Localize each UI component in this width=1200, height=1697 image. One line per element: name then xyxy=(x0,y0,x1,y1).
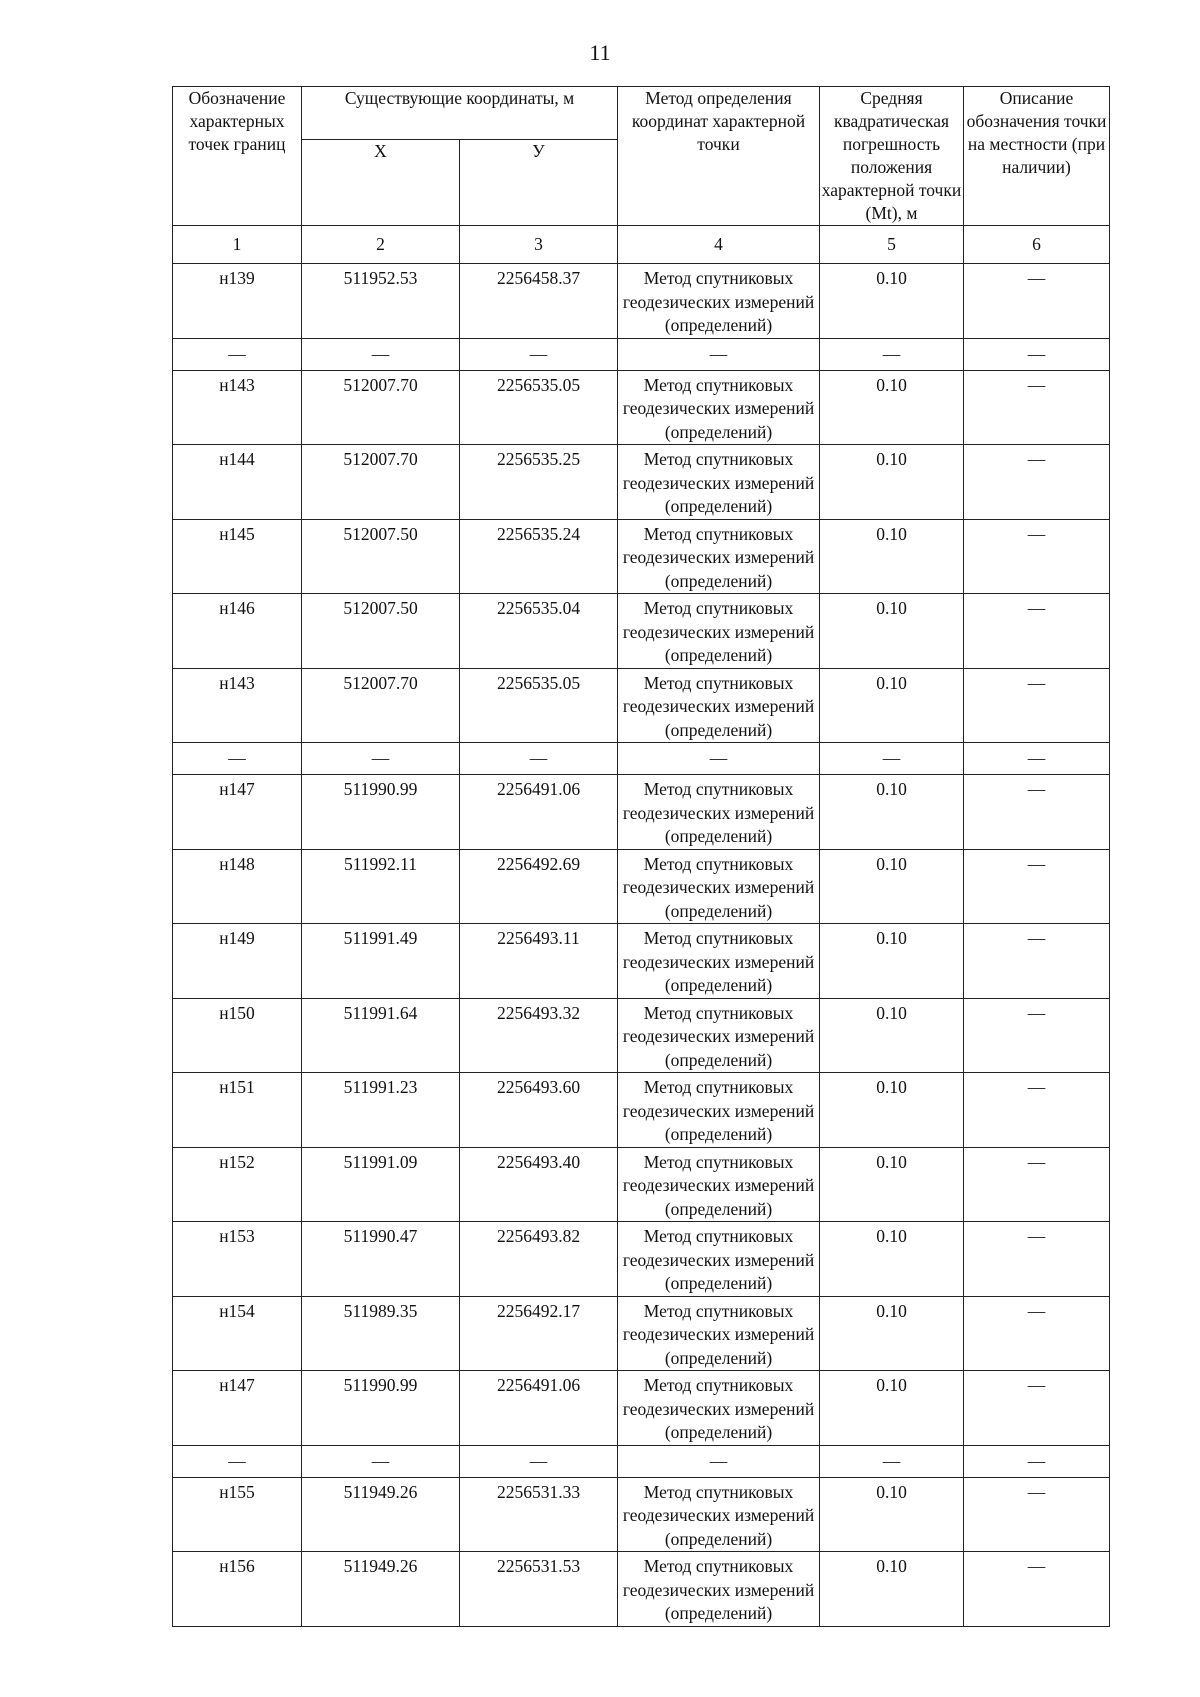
mean-error-cell: 0.10 xyxy=(820,849,964,924)
description-cell: — xyxy=(964,264,1110,339)
table-body xyxy=(173,264,1110,1627)
x-coordinate-cell: 511990.99 xyxy=(302,1371,460,1446)
y-coordinate-cell: 2256458.37 xyxy=(460,264,618,339)
description-cell: — xyxy=(964,1477,1110,1552)
separator-dash-cell: — xyxy=(460,338,618,370)
y-coordinate-cell: 2256493.40 xyxy=(460,1147,618,1222)
description-cell: — xyxy=(964,594,1110,669)
table-header xyxy=(173,87,1110,264)
point-designation-cell: н156 xyxy=(173,1552,302,1627)
x-coordinate-cell: 511990.99 xyxy=(302,775,460,850)
method-cell: Метод спутниковых геодезических измерений (определений) xyxy=(618,1477,820,1552)
mean-error-cell: 0.10 xyxy=(820,264,964,339)
x-coordinate-cell: 511991.09 xyxy=(302,1147,460,1222)
table-row xyxy=(173,1073,1110,1148)
column-number: 1 xyxy=(173,226,302,264)
description-cell: — xyxy=(964,849,1110,924)
y-coordinate-cell: 2256535.25 xyxy=(460,445,618,520)
y-coordinate-cell: 2256535.05 xyxy=(460,668,618,743)
table-row xyxy=(173,775,1110,850)
point-designation-cell: н154 xyxy=(173,1296,302,1371)
mean-error-cell: 0.10 xyxy=(820,775,964,850)
mean-error-cell: 0.10 xyxy=(820,668,964,743)
x-coordinate-cell: 512007.70 xyxy=(302,668,460,743)
y-coordinate-cell: 2256493.32 xyxy=(460,998,618,1073)
table-row xyxy=(173,594,1110,669)
x-coordinate-cell: 511991.23 xyxy=(302,1073,460,1148)
point-designation-cell: н148 xyxy=(173,849,302,924)
table-row xyxy=(173,519,1110,594)
point-designation-cell: н147 xyxy=(173,1371,302,1446)
description-cell: — xyxy=(964,1371,1110,1446)
point-designation-cell: н153 xyxy=(173,1222,302,1297)
x-coordinate-cell: 511991.64 xyxy=(302,998,460,1073)
table-row xyxy=(173,1147,1110,1222)
point-designation-cell: н150 xyxy=(173,998,302,1073)
description-cell: — xyxy=(964,519,1110,594)
method-cell: Метод спутниковых геодезических измерений (определений) xyxy=(618,1371,820,1446)
table-row xyxy=(173,1222,1110,1297)
separator-row xyxy=(173,1445,1110,1477)
separator-dash-cell: — xyxy=(302,338,460,370)
method-cell: Метод спутниковых геодезических измерений (определений) xyxy=(618,1222,820,1297)
header-method: Метод определения координат характерной точки xyxy=(618,87,820,226)
table-row xyxy=(173,668,1110,743)
column-number: 2 xyxy=(302,226,460,264)
point-designation-cell: н155 xyxy=(173,1477,302,1552)
separator-dash-cell: — xyxy=(820,743,964,775)
header-x: X xyxy=(302,140,460,226)
y-coordinate-cell: 2256535.04 xyxy=(460,594,618,669)
table-row xyxy=(173,264,1110,339)
separator-dash-cell: — xyxy=(618,1445,820,1477)
method-cell: Метод спутниковых геодезических измерений (определений) xyxy=(618,1073,820,1148)
description-cell: — xyxy=(964,1147,1110,1222)
description-cell: — xyxy=(964,370,1110,445)
separator-dash-cell: — xyxy=(618,338,820,370)
y-coordinate-cell: 2256491.06 xyxy=(460,1371,618,1446)
x-coordinate-cell: 511989.35 xyxy=(302,1296,460,1371)
point-designation-cell: н139 xyxy=(173,264,302,339)
method-cell: Метод спутниковых геодезических измерений (определений) xyxy=(618,775,820,850)
table-row xyxy=(173,1552,1110,1627)
separator-dash-cell: — xyxy=(173,1445,302,1477)
y-coordinate-cell: 2256493.11 xyxy=(460,924,618,999)
point-designation-cell: н143 xyxy=(173,370,302,445)
mean-error-cell: 0.10 xyxy=(820,445,964,520)
description-cell: — xyxy=(964,1552,1110,1627)
description-cell: — xyxy=(964,668,1110,743)
separator-dash-cell: — xyxy=(820,338,964,370)
separator-dash-cell: — xyxy=(964,338,1110,370)
x-coordinate-cell: 512007.50 xyxy=(302,519,460,594)
point-designation-cell: н152 xyxy=(173,1147,302,1222)
table-row xyxy=(173,1477,1110,1552)
method-cell: Метод спутниковых геодезических измерений (определений) xyxy=(618,1147,820,1222)
header-y: У xyxy=(460,140,618,226)
method-cell: Метод спутниковых геодезических измерений (определений) xyxy=(618,924,820,999)
point-designation-cell: н143 xyxy=(173,668,302,743)
separator-dash-cell: — xyxy=(964,1445,1110,1477)
y-coordinate-cell: 2256492.17 xyxy=(460,1296,618,1371)
x-coordinate-cell: 511952.53 xyxy=(302,264,460,339)
separator-dash-cell: — xyxy=(302,743,460,775)
y-coordinate-cell: 2256531.33 xyxy=(460,1477,618,1552)
description-cell: — xyxy=(964,1222,1110,1297)
method-cell: Метод спутниковых геодезических измерений (определений) xyxy=(618,370,820,445)
column-number: 3 xyxy=(460,226,618,264)
header-point-designation: Обозначение характерных точек границ xyxy=(173,87,302,226)
separator-row xyxy=(173,743,1110,775)
column-number: 6 xyxy=(964,226,1110,264)
header-existing-coordinates: Существующие координаты, м xyxy=(302,87,618,140)
separator-dash-cell: — xyxy=(302,1445,460,1477)
method-cell: Метод спутниковых геодезических измерений (определений) xyxy=(618,1552,820,1627)
x-coordinate-cell: 511992.11 xyxy=(302,849,460,924)
method-cell: Метод спутниковых геодезических измерений (определений) xyxy=(618,264,820,339)
table-row xyxy=(173,370,1110,445)
header-description: Описание обозначения точки на местности (при наличии) xyxy=(964,87,1110,226)
table-row xyxy=(173,445,1110,520)
header-mean-error: Средняя квадратическая погрешность положения характерной точки (Mt), м xyxy=(820,87,964,226)
y-coordinate-cell: 2256492.69 xyxy=(460,849,618,924)
description-cell: — xyxy=(964,1296,1110,1371)
y-coordinate-cell: 2256531.53 xyxy=(460,1552,618,1627)
separator-dash-cell: — xyxy=(460,1445,618,1477)
mean-error-cell: 0.10 xyxy=(820,924,964,999)
mean-error-cell: 0.10 xyxy=(820,519,964,594)
page-number: 11 xyxy=(589,40,611,65)
method-cell: Метод спутниковых геодезических измерений (определений) xyxy=(618,445,820,520)
y-coordinate-cell: 2256493.60 xyxy=(460,1073,618,1148)
point-designation-cell: н149 xyxy=(173,924,302,999)
point-designation-cell: н146 xyxy=(173,594,302,669)
method-cell: Метод спутниковых геодезических измерений (определений) xyxy=(618,594,820,669)
method-cell: Метод спутниковых геодезических измерений (определений) xyxy=(618,519,820,594)
mean-error-cell: 0.10 xyxy=(820,370,964,445)
mean-error-cell: 0.10 xyxy=(820,1222,964,1297)
description-cell: — xyxy=(964,445,1110,520)
mean-error-cell: 0.10 xyxy=(820,998,964,1073)
coordinates-table xyxy=(172,86,1110,1627)
method-cell: Метод спутниковых геодезических измерений (определений) xyxy=(618,998,820,1073)
separator-dash-cell: — xyxy=(964,743,1110,775)
method-cell: Метод спутниковых геодезических измерений (определений) xyxy=(618,849,820,924)
y-coordinate-cell: 2256535.24 xyxy=(460,519,618,594)
description-cell: — xyxy=(964,775,1110,850)
mean-error-cell: 0.10 xyxy=(820,1477,964,1552)
y-coordinate-cell: 2256535.05 xyxy=(460,370,618,445)
separator-dash-cell: — xyxy=(173,743,302,775)
mean-error-cell: 0.10 xyxy=(820,1371,964,1446)
point-designation-cell: н144 xyxy=(173,445,302,520)
mean-error-cell: 0.10 xyxy=(820,1073,964,1148)
table-row xyxy=(173,849,1110,924)
column-number: 4 xyxy=(618,226,820,264)
description-cell: — xyxy=(964,998,1110,1073)
y-coordinate-cell: 2256493.82 xyxy=(460,1222,618,1297)
table-row xyxy=(173,1371,1110,1446)
x-coordinate-cell: 511991.49 xyxy=(302,924,460,999)
table-row xyxy=(173,924,1110,999)
description-cell: — xyxy=(964,924,1110,999)
separator-dash-cell: — xyxy=(173,338,302,370)
method-cell: Метод спутниковых геодезических измерений (определений) xyxy=(618,668,820,743)
point-designation-cell: н151 xyxy=(173,1073,302,1148)
x-coordinate-cell: 512007.50 xyxy=(302,594,460,669)
table-row xyxy=(173,998,1110,1073)
separator-dash-cell: — xyxy=(460,743,618,775)
mean-error-cell: 0.10 xyxy=(820,1147,964,1222)
x-coordinate-cell: 511990.47 xyxy=(302,1222,460,1297)
separator-dash-cell: — xyxy=(618,743,820,775)
separator-dash-cell: — xyxy=(820,1445,964,1477)
x-coordinate-cell: 511949.26 xyxy=(302,1477,460,1552)
point-designation-cell: н147 xyxy=(173,775,302,850)
mean-error-cell: 0.10 xyxy=(820,594,964,669)
mean-error-cell: 0.10 xyxy=(820,1552,964,1627)
mean-error-cell: 0.10 xyxy=(820,1296,964,1371)
table-row xyxy=(173,1296,1110,1371)
method-cell: Метод спутниковых геодезических измерений (определений) xyxy=(618,1296,820,1371)
y-coordinate-cell: 2256491.06 xyxy=(460,775,618,850)
column-number: 5 xyxy=(820,226,964,264)
point-designation-cell: н145 xyxy=(173,519,302,594)
description-cell: — xyxy=(964,1073,1110,1148)
x-coordinate-cell: 512007.70 xyxy=(302,370,460,445)
x-coordinate-cell: 511949.26 xyxy=(302,1552,460,1627)
separator-row xyxy=(173,338,1110,370)
x-coordinate-cell: 512007.70 xyxy=(302,445,460,520)
column-number-row xyxy=(173,226,1110,264)
